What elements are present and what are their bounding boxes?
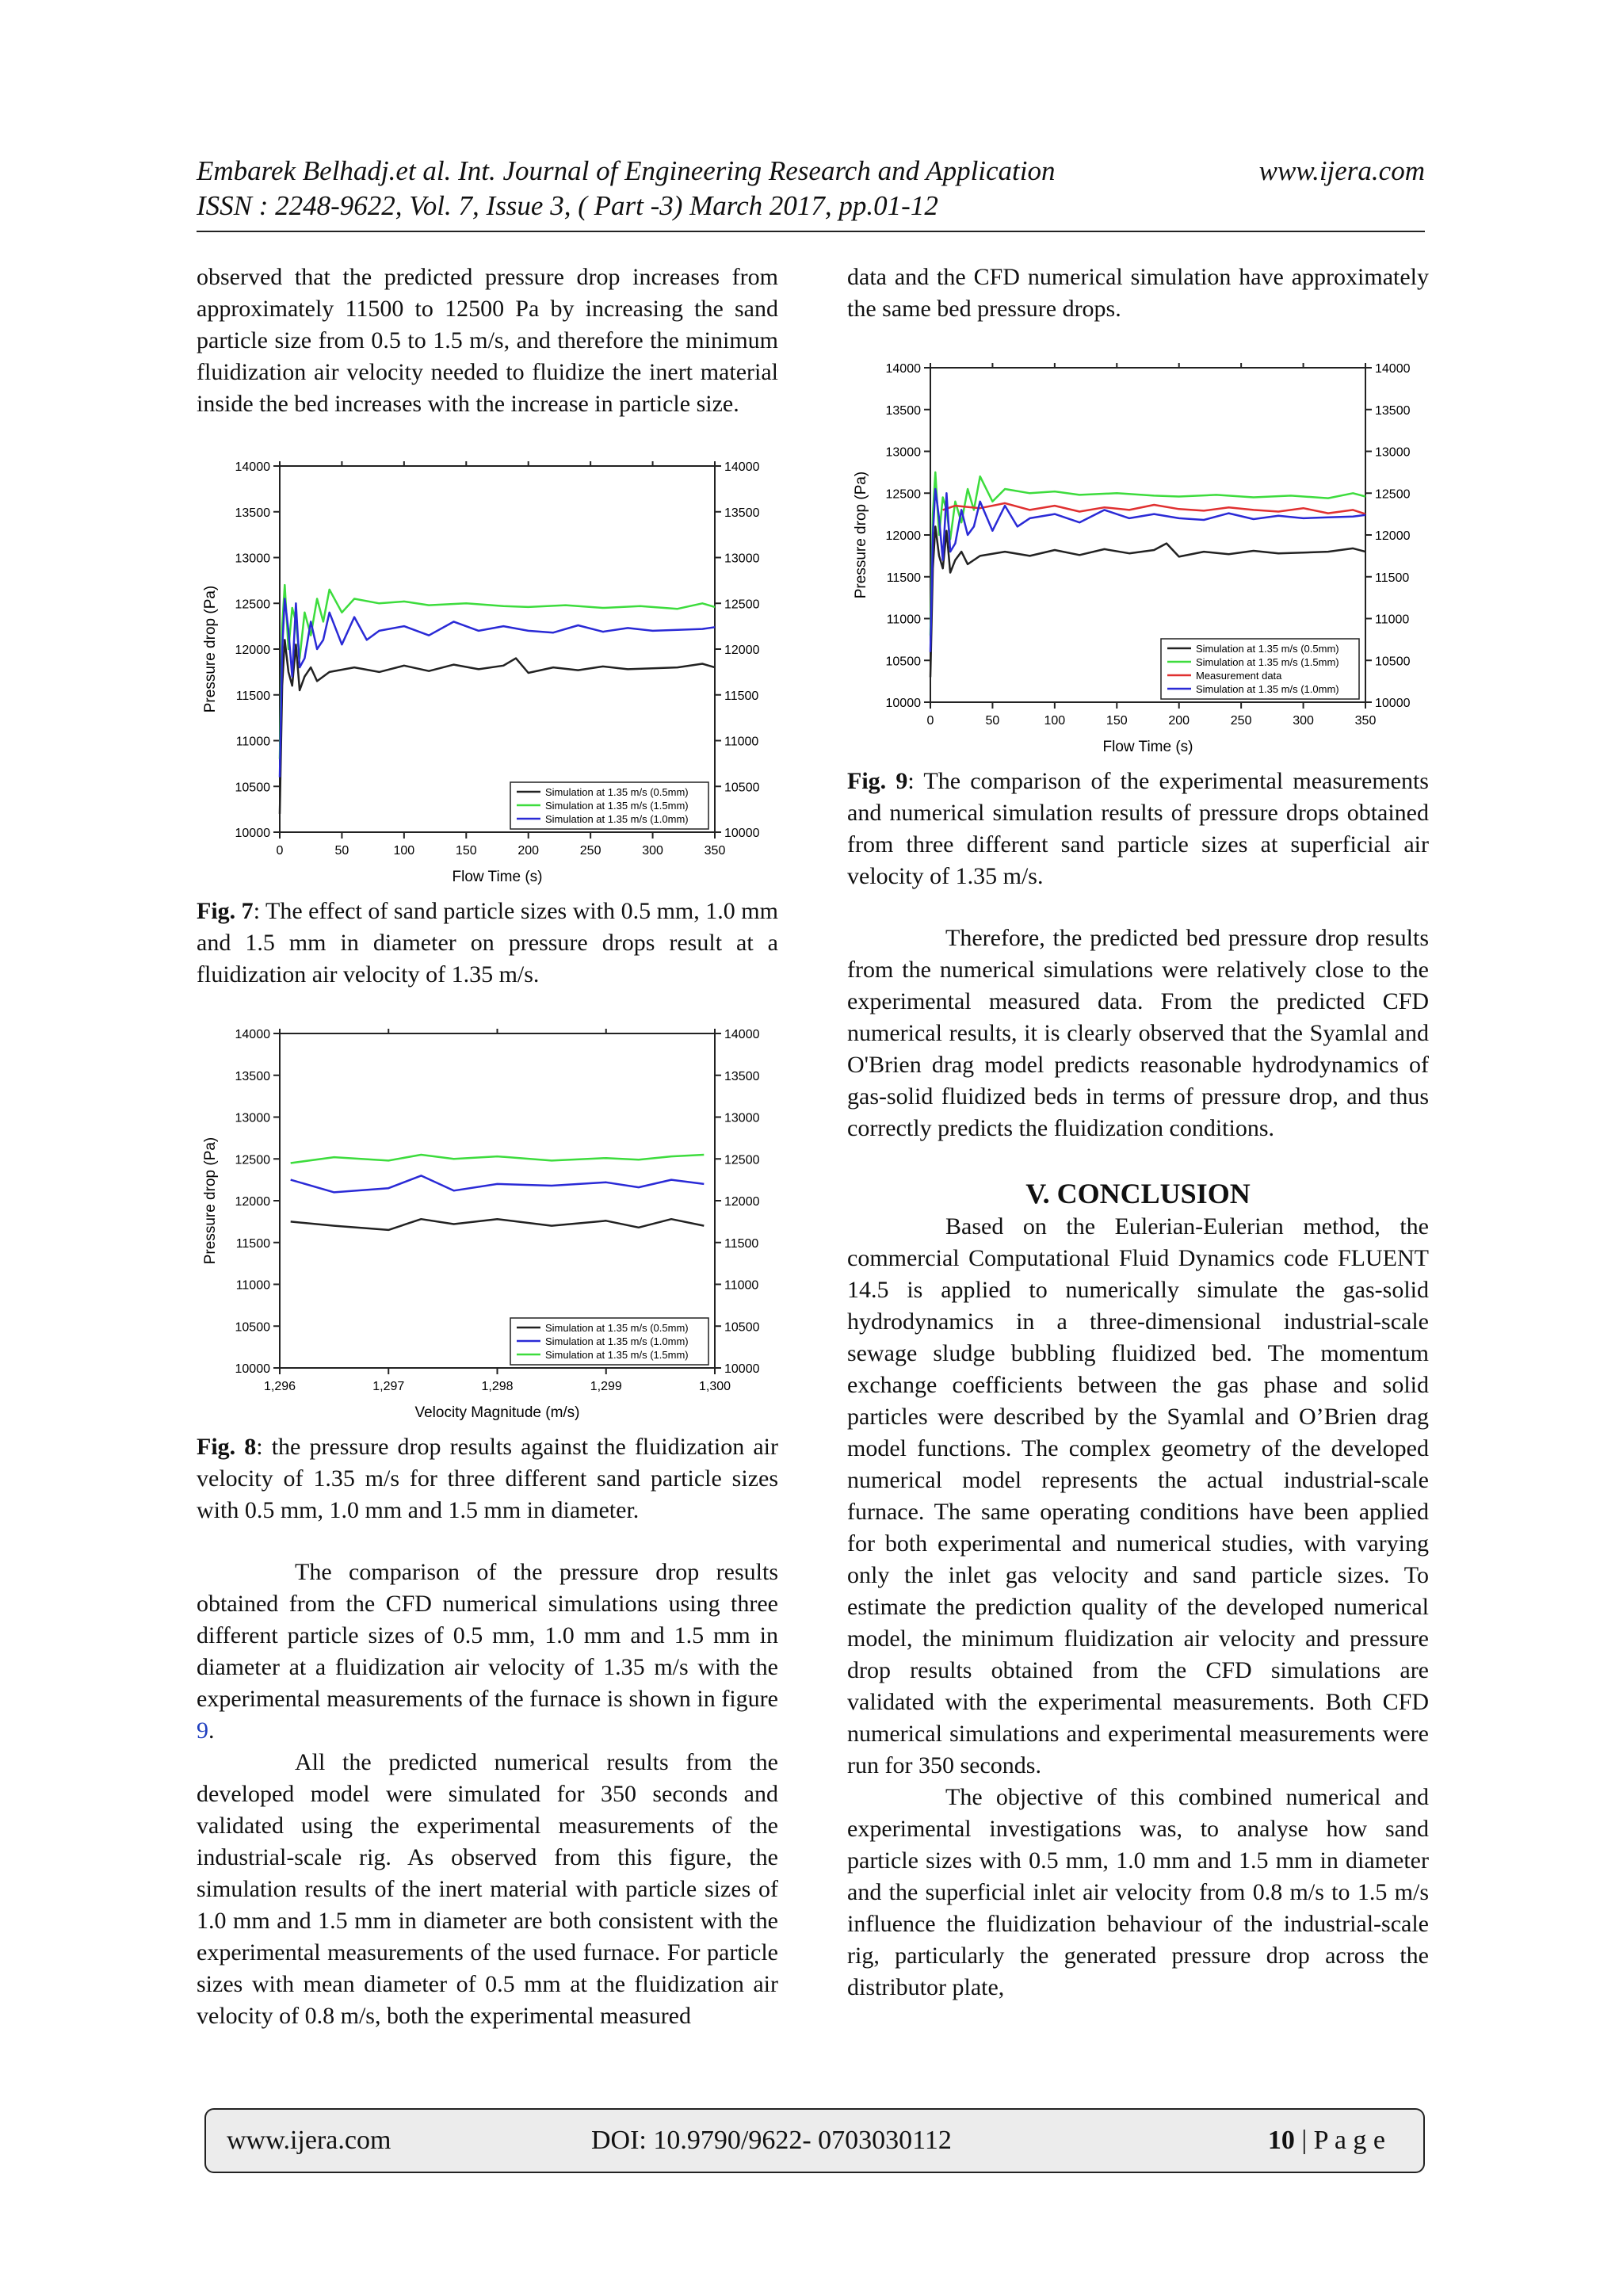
y-tick-label-right: 11500 — [724, 1236, 759, 1251]
x-tick-label: 1,296 — [263, 1380, 296, 1393]
figure-8-chart — [197, 1019, 778, 1431]
y-tick-label: 12000 — [235, 1195, 270, 1209]
y-tick-label: 13000 — [235, 1111, 270, 1125]
y-tick-label: 14000 — [235, 460, 270, 474]
y-tick-label: 12500 — [885, 487, 921, 502]
header-website[interactable]: www.ijera.com — [1258, 155, 1425, 186]
y-tick-label: 12000 — [235, 644, 270, 657]
x-tick-label: 250 — [579, 844, 601, 858]
x-tick-label: 150 — [455, 844, 477, 858]
y-tick-label-right: 11500 — [1375, 571, 1410, 585]
legend-entry: Simulation at 1.35 m/s (1.5mm) — [545, 1349, 689, 1361]
figure-7-chart — [197, 452, 778, 896]
legend-entry: Simulation at 1.35 m/s (1.5mm) — [545, 800, 689, 812]
x-tick-label: 250 — [1230, 714, 1252, 728]
legend-entry: Simulation at 1.35 m/s (0.5mm) — [1196, 643, 1339, 655]
x-tick-label: 1,297 — [372, 1380, 405, 1393]
page-footer — [204, 2108, 1425, 2173]
x-tick-label: 100 — [1044, 714, 1066, 728]
y-tick-label: 13500 — [235, 506, 270, 520]
x-tick-label: 300 — [1293, 714, 1314, 728]
paragraph-conclusion: Based on the Eulerian-Eulerian method, the commercial Computational Fluid Dynamics code FLUENT 14.5 is applied to numerically simulate the gas-solid hydrodynamics in a three-dimensional industrial-scale sewage sludge bubbling fluidized bed. The momentum exchange coefficients between the gas phase and solid particles were described by the Syamlal and O’Brien drag model functions. The complex geometry of the developed numerical model represents the actual industrial-scale furnace. The same operating conditions have been applied for both experimental and numerical studies, with varying only the inlet gas velocity and sand particle sizes. To estimate the prediction quality of the developed numerical model, the minimum fluidization air velocity and pressure drop results obtained from the CFD simulations are validated with the experimental measurements. Both CFD numerical simulations and experimental measurements were run for 350 seconds. — [847, 1213, 1429, 1778]
legend-entry: Measurement data — [1196, 670, 1282, 682]
y-tick-label-right: 13000 — [724, 1111, 760, 1125]
y-tick-label-right: 12000 — [724, 1195, 760, 1209]
figure-9-label: Fig. 9 — [847, 768, 908, 794]
paragraph-comparison — [197, 1557, 778, 1747]
y-tick-label-right: 13000 — [724, 552, 760, 566]
y-tick-label: 11500 — [235, 1236, 270, 1251]
plot-frame — [280, 466, 715, 832]
x-tick-label: 50 — [334, 844, 349, 858]
y-axis-label: Pressure drop (Pa) — [202, 1137, 219, 1265]
legend-entry: Simulation at 1.35 m/s (1.0mm) — [545, 1335, 689, 1347]
footer-page — [1268, 2126, 1385, 2156]
section-title-conclusion: V. CONCLUSION — [1025, 1178, 1251, 1209]
y-tick-label-right: 10500 — [724, 781, 760, 795]
footer-website[interactable]: www.ijera.com — [227, 2126, 391, 2155]
y-tick-label: 14000 — [885, 362, 921, 376]
y-tick-label: 13500 — [235, 1069, 270, 1083]
y-tick-label-right: 14000 — [724, 460, 760, 474]
y-tick-label-right: 11000 — [724, 1278, 759, 1293]
y-tick-label: 11000 — [886, 613, 921, 627]
y-tick-label: 11000 — [235, 1278, 270, 1293]
y-tick-label: 10000 — [885, 697, 921, 710]
y-tick-label-right: 10000 — [724, 1362, 760, 1376]
page-number: 10 — [1267, 2126, 1295, 2155]
x-tick-label: 150 — [1106, 714, 1128, 728]
x-tick-label: 1,299 — [590, 1380, 622, 1393]
y-tick-label-right: 13500 — [724, 1069, 760, 1083]
y-tick-label: 10000 — [235, 827, 270, 840]
legend-entry: Simulation at 1.35 m/s (1.0mm) — [545, 813, 689, 825]
y-tick-label: 10500 — [885, 655, 921, 669]
figure-9-caption — [847, 766, 1429, 892]
y-tick-label: 12500 — [235, 598, 270, 612]
y-tick-label-right: 10500 — [1375, 655, 1411, 669]
y-tick-label-right: 10500 — [724, 1320, 760, 1335]
page-word: | P a g e — [1294, 2126, 1385, 2155]
y-tick-label-right: 14000 — [1375, 362, 1411, 376]
right-column — [847, 262, 1429, 2004]
x-tick-label: 1,300 — [698, 1380, 731, 1393]
header-rule — [197, 231, 1425, 232]
header-citation: Embarek Belhadj.et al. Int. Journal of Engineering Research and Application — [197, 155, 1056, 186]
x-tick-label: 0 — [276, 844, 284, 858]
y-tick-label: 13000 — [235, 552, 270, 566]
legend-entry: Simulation at 1.35 m/s (1.0mm) — [1196, 683, 1339, 695]
y-tick-label-right: 10000 — [724, 827, 760, 840]
y-tick-label-right: 11000 — [724, 735, 759, 749]
y-tick-label-right: 14000 — [724, 1028, 760, 1041]
x-axis-label: Velocity Magnitude (m/s) — [414, 1404, 580, 1421]
legend-entry: Simulation at 1.35 m/s (1.5mm) — [1196, 656, 1339, 668]
y-tick-label-right: 13500 — [1375, 403, 1411, 418]
x-tick-label: 0 — [926, 714, 934, 728]
x-tick-label: 350 — [1354, 714, 1377, 728]
figure-9-caption-text: : The comparison of the experimental measurements and numerical simulation results of pressure drops obtained from three different sand particle sizes at superficial air velocity of 1.35 m/s. — [847, 768, 1429, 889]
figure-8-caption-text: : the pressure drop results against the fluidization air velocity of 1.35 m/s for three different sand particle sizes with 0.5 mm, 1.0 mm and 1.5 mm in diameter. — [197, 1434, 778, 1523]
y-tick-label-right: 11500 — [724, 689, 759, 703]
x-tick-label: 50 — [985, 714, 1000, 728]
y-tick-label-right: 12500 — [1375, 487, 1411, 502]
figure-7-caption — [197, 896, 778, 991]
x-tick-label: 100 — [393, 844, 415, 858]
y-tick-label: 11500 — [235, 689, 270, 703]
y-tick-label-right: 11000 — [1375, 613, 1410, 627]
paragraph-validation: All the predicted numerical results from the developed model were simulated for 350 seconds and validated using the experimental measurements of the industrial-scale rig. As observed from this figure, the simulation results of the inert material with particle sizes of 1.0 mm and 1.5 mm in diameter are both consistent with the experimental measurements of the used furnace. For particle sizes with mean diameter of 0.5 mm at the fluidization air velocity of 0.8 m/s, both the experimental measured — [197, 1749, 778, 2029]
y-axis-label: Pressure drop (Pa) — [853, 471, 869, 599]
paragraph-intro: observed that the predicted pressure drop increases from approximately 11500 to 12500 Pa by increasing the sand particle size from 0.5 to 1.5 m/s, and therefore the minimum fluidization air velocity needed to fluidize the inert material inside the bed increases with the increase in particle size. — [197, 264, 778, 417]
figure-8-caption — [197, 1431, 778, 1526]
y-tick-label-right: 12500 — [724, 598, 760, 612]
y-tick-label: 10000 — [235, 1362, 270, 1376]
x-axis-label: Flow Time (s) — [452, 869, 543, 885]
x-tick-label: 300 — [642, 844, 663, 858]
y-tick-label: 10500 — [235, 781, 270, 795]
y-tick-label-right: 13000 — [1375, 445, 1411, 460]
y-tick-label: 14000 — [235, 1028, 270, 1041]
paragraph-comparison-text: The comparison of the pressure drop results obtained from the CFD numerical simulations using three different particle sizes of 0.5 mm, 1.0 mm and 1.5 mm in diameter at a fluidization air velocity of 1.35 m/s with the experimental measurements of the furnace is shown in figure — [197, 1559, 778, 1712]
x-axis-label: Flow Time (s) — [1102, 739, 1193, 755]
y-tick-label-right: 13500 — [724, 506, 760, 520]
x-tick-label: 200 — [517, 844, 540, 858]
y-tick-label: 11000 — [235, 735, 270, 749]
figure-9-chart — [847, 353, 1429, 766]
legend-entry: Simulation at 1.35 m/s (0.5mm) — [545, 1322, 689, 1334]
figure-9-link[interactable]: 9 — [197, 1717, 208, 1744]
y-tick-label: 13500 — [885, 403, 921, 418]
x-tick-label: 350 — [704, 844, 726, 858]
y-tick-label: 12500 — [235, 1153, 270, 1167]
legend-entry: Simulation at 1.35 m/s (0.5mm) — [545, 786, 689, 798]
footer-doi: DOI: 10.9790/9622- 0703030112 — [591, 2126, 952, 2155]
paragraph-continued: data and the CFD numerical simulation have approximately the same bed pressure drops. — [847, 264, 1429, 322]
y-tick-label: 12000 — [885, 529, 921, 543]
figure-8-label: Fig. 8 — [197, 1434, 257, 1460]
y-axis-label: Pressure drop (Pa) — [202, 585, 219, 713]
left-column — [197, 262, 778, 2032]
y-tick-label-right: 10000 — [1375, 697, 1411, 710]
paragraph-therefore: Therefore, the predicted bed pressure drop results from the numerical simulations were relatively close to the experimental measured data. From the predicted CFD numerical results, it is clearly observed that the Syamlal and O'Brien drag model predicts reasonable hydrodynamics of gas-solid fluidized beds in terms of pressure drop, and thus correctly predicts the fluidization conditions. — [847, 925, 1429, 1141]
figure-7-caption-text: : The effect of sand particle sizes with 0.5 mm, 1.0 mm and 1.5 mm in diameter on pressure drops result at a fluidization air velocity of 1.35 m/s. — [197, 898, 778, 988]
header-issn: ISSN : 2248-9622, Vol. 7, Issue 3, ( Part -3) March 2017, pp.01-12 — [197, 190, 938, 221]
x-tick-label: 1,298 — [481, 1380, 514, 1393]
running-header — [197, 154, 1425, 223]
paragraph-comparison-end: . — [208, 1717, 215, 1744]
x-tick-label: 200 — [1168, 714, 1190, 728]
y-tick-label: 11500 — [886, 571, 921, 585]
y-tick-label-right: 12000 — [724, 644, 760, 657]
y-tick-label: 10500 — [235, 1320, 270, 1335]
y-tick-label-right: 12000 — [1375, 529, 1411, 543]
paragraph-objective: The objective of this combined numerical and experimental investigations was, to analyse how sand particle sizes with 0.5 mm, 1.0 mm and 1.5 mm in diameter and the superficial inlet air velocity from 0.8 m/s to 1.5 m/s influence the fluidization behaviour of the industrial-scale rig, particularly the generated pressure drop across the distributor plate, — [847, 1784, 1429, 2000]
figure-7-label: Fig. 7 — [197, 898, 254, 924]
y-tick-label-right: 12500 — [724, 1153, 760, 1167]
y-tick-label: 13000 — [885, 445, 921, 460]
